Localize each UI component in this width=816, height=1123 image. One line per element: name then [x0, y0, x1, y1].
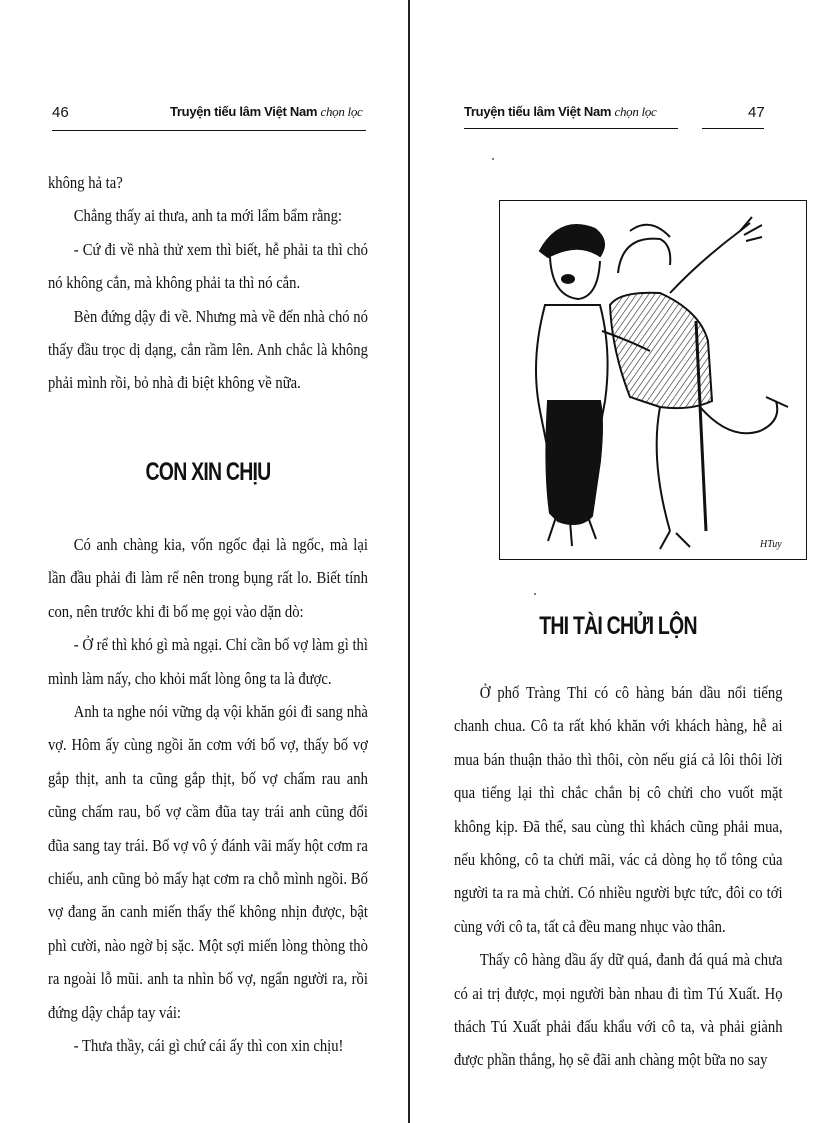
paragraph: - Ở rể thì khó gì mà ngại. Chỉ cần bố vợ làm gì thì mình làm nấy, cho khỏi mất lòng ông ta là được. — [48, 635, 368, 688]
running-title — [464, 104, 657, 120]
paragraph: - Thưa thầy, cái gì chứ cái ấy thì con xin chịu! — [73, 1036, 344, 1056]
paragraph: Có anh chàng kia, vốn ngốc đại là ngốc, mà lại lần đầu phải đi làm rể nên trong bụng rất lo. Biết tính con, nên trước khi đi bố mẹ gọi vào dặn dò: — [48, 535, 368, 621]
right-figure — [610, 217, 788, 549]
paragraph: - Cứ đi về nhà thử xem thì biết, hễ phải ta thì chó nó không cắn, mà không phải ta thì nó cắn. — [48, 239, 368, 293]
header-rule — [702, 128, 764, 129]
page-gutter — [408, 0, 410, 1123]
paragraph: Ở phố Tràng Thi có cô hàng bán dầu nổi tiếng chanh chua. Cô ta rất khó khăn với khách hàng, hễ ai mua bán thuận thảo thì thôi, còn nếu giá cả lôi thôi lời qua tiếng lại thì chắc chắn bị cô chửi cho vuốt mặt không kịp. Đã thế, sau cùng thì khách cũng phải mua, nếu không, cô ta chửi mãi, vác cả dòng họ tổ tông của người ta ra mà chửi. Có nhiều người bực tức, đôi co tới cùng với cô ta, tất cả đều mang nhục vào thân. — [454, 683, 783, 936]
running-title — [170, 104, 363, 120]
paragraph: Bèn đứng dậy đi về. Nhưng mà về đến nhà chó nó thấy đầu trọc dị dạng, cắn rầm lên. Anh chắc là không phải mình rồi, bỏ nhà đi biệt không về nữa. — [48, 306, 368, 393]
story-title: CON XIN CHỊU — [145, 458, 271, 486]
running-title-italic: chọn lọc — [320, 104, 363, 119]
illustration-signature: HTuy — [760, 539, 782, 550]
header-rule — [464, 128, 678, 129]
header-rule — [52, 130, 366, 131]
running-title-bold: Truyện tiếu lâm Việt Nam — [170, 104, 318, 119]
running-title-italic: chọn lọc — [614, 104, 657, 119]
paragraph: Chẳng thấy ai thưa, anh ta mới lẩm bẩm rằng: — [73, 206, 342, 226]
story-text — [48, 528, 368, 1063]
fighting-men-illustration — [500, 201, 806, 559]
paragraph: Thấy cô hàng dầu ấy dữ quá, đanh đá quá mà chưa có ai trị được, mọi người bàn nhau đi tìm Tú Xuất. Họ thách Tú Xuất phải đấu khẩu với cô ta, và phải giành được phần thắng, họ sẽ đãi anh chàng một bữa no say — [454, 950, 783, 1070]
paragraph: không hả ta? — [48, 173, 123, 192]
intro-text — [48, 166, 368, 400]
page-number: 47 — [748, 104, 765, 121]
running-title-bold: Truyện tiếu lâm Việt Nam — [464, 104, 612, 119]
right-page — [412, 0, 816, 1123]
scan-speck — [492, 158, 494, 160]
illustration-frame — [499, 200, 807, 560]
page-number: 46 — [52, 104, 69, 121]
story-title: THI TÀI CHỬI LỘN — [539, 612, 697, 640]
story-text — [454, 676, 783, 1077]
paragraph: Anh ta nghe nói vững dạ vội khăn gói đi sang nhà vợ. Hôm ấy cùng ngồi ăn cơm với bố vợ, thấy bố vợ gắp thịt, anh ta cũng gắp thịt, bố vợ chấm rau anh cũng chấm rau, bố vợ cầm đũa tay trái anh cũng đổi đũa sang tay trái. Bố vợ vô ý đánh vãi mấy hột cơm ra chiếu, anh cũng bỏ mấy hạt cơm ra chỗ mình ngồi. Bố vợ đang ăn canh miến thấy thế không nhịn được, bật phì cười, nào ngờ bị sặc. Một sợi miến lòng thòng thò ra ngoài lỗ mũi. anh ta nhìn bố vợ, ngẩn người ra, rồi đứng dậy chắp tay vái: — [48, 702, 368, 1022]
scan-speck — [534, 593, 536, 595]
